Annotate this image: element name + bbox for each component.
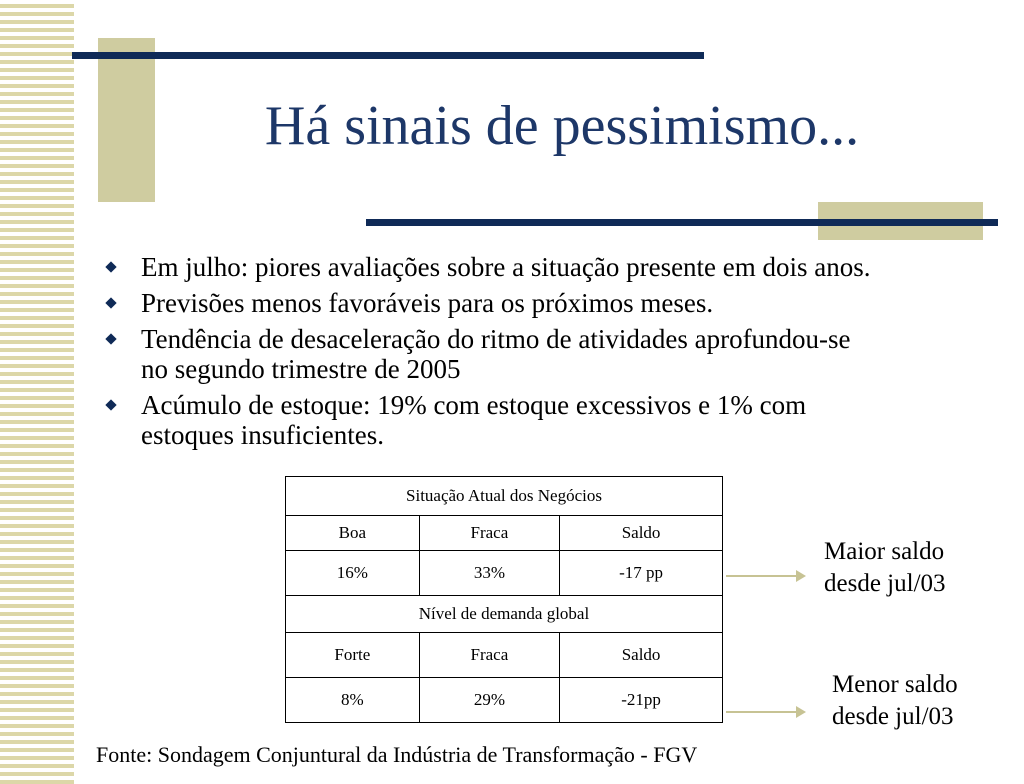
section1-col-boa: Boa [286, 516, 420, 551]
bullet-diamond-icon [105, 399, 116, 410]
arrow-right-icon [726, 575, 804, 577]
annotation-max-saldo [824, 536, 946, 600]
section1-value-saldo: -17 pp [560, 551, 723, 596]
bullet-item [103, 288, 1013, 318]
section2-value-fraca: 29% [419, 678, 559, 723]
bullet-text: Previsões menos favoráveis para os próximos meses. [141, 288, 714, 318]
section2-value-forte: 8% [286, 678, 420, 723]
bullet-item [103, 252, 1013, 282]
bullet-list [103, 252, 1013, 456]
section2-col-fraca: Fraca [419, 633, 559, 678]
annotation-line: desde jul/03 [832, 703, 954, 730]
annotation-line: desde jul/03 [824, 570, 946, 597]
annotation-line: Menor saldo [832, 671, 958, 698]
arrow-right-icon [726, 711, 804, 713]
bullet-item [103, 324, 1013, 384]
section2-col-saldo: Saldo [560, 633, 723, 678]
slide-title: Há sinais de pessimismo... [264, 95, 860, 157]
bullet-text: Tendência de desaceleração do ritmo de atividades aprofundou-se [141, 324, 851, 354]
bullet-text-continued: estoques insuficientes. [141, 420, 384, 450]
section1-col-saldo: Saldo [560, 516, 723, 551]
section1-value-boa: 16% [286, 551, 420, 596]
bullet-text: Acúmulo de estoque: 19% com estoque excessivos e 1% com [141, 390, 807, 420]
decorative-bar-top [72, 52, 704, 59]
section2-header: Nível de demanda global [286, 596, 723, 633]
section1-header: Situação Atual dos Negócios [286, 477, 723, 516]
bullet-text: Em julho: piores avaliações sobre a situação presente em dois anos. [141, 252, 871, 282]
section2-col-forte: Forte [286, 633, 420, 678]
section2-value-saldo: -21pp [560, 678, 723, 723]
annotation-line: Maior saldo [824, 538, 945, 565]
bullet-diamond-icon [105, 333, 116, 344]
source-footnote: Fonte: Sondagem Conjuntural da Indústria de Transformação - FGV [96, 742, 698, 767]
bullet-text-continued: no segundo trimestre de 2005 [141, 354, 461, 384]
section1-value-fraca: 33% [419, 551, 559, 596]
annotation-min-saldo [832, 669, 958, 733]
bullet-item [103, 390, 1013, 450]
decorative-bar-middle [366, 219, 998, 226]
business-survey-table [285, 476, 723, 723]
bullet-diamond-icon [105, 297, 116, 308]
section1-col-fraca: Fraca [419, 516, 559, 551]
bullet-diamond-icon [105, 261, 116, 272]
